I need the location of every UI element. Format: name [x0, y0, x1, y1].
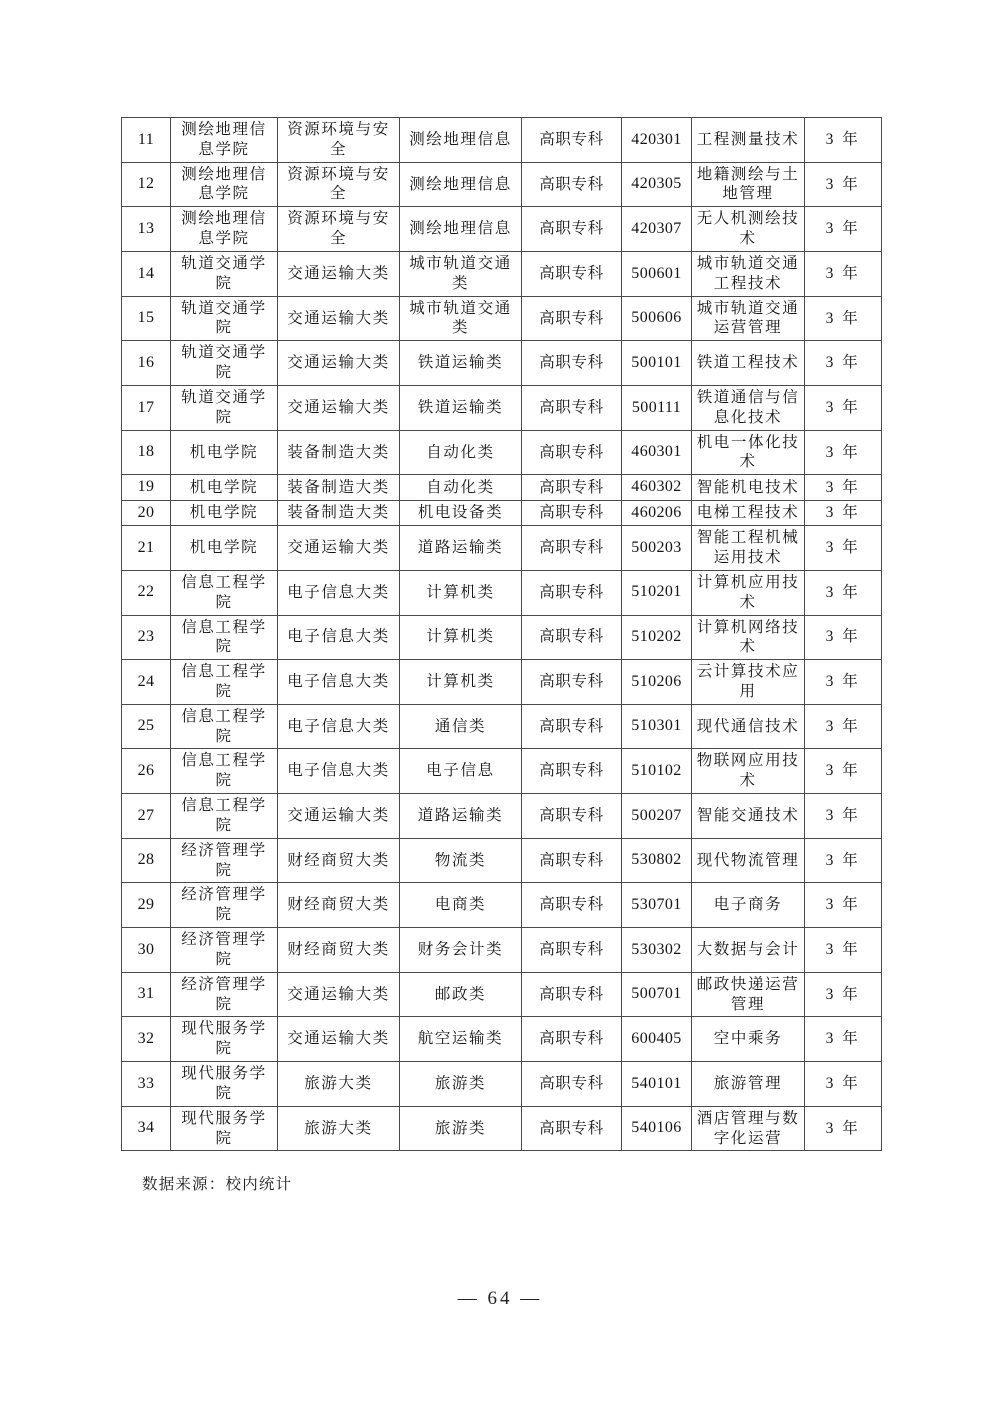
- program-length: 3 年: [805, 972, 882, 1017]
- row-number: 20: [122, 500, 171, 525]
- majors-table-container: [121, 117, 881, 1151]
- major-subcategory: 城市轨道交通类: [400, 296, 522, 341]
- college-name: 经济管理学院: [171, 838, 278, 883]
- major-name: 铁道工程技术: [692, 341, 805, 386]
- major-name: 机电一体化技术: [692, 430, 805, 475]
- table-row: [122, 430, 882, 475]
- major-code: 540101: [622, 1062, 692, 1107]
- education-level: 高职专科: [522, 526, 622, 571]
- major-code: 420301: [622, 118, 692, 163]
- college-name: 现代服务学院: [171, 1106, 278, 1151]
- college-name: 信息工程学院: [171, 660, 278, 705]
- college-name: 测绘地理信息学院: [171, 118, 278, 163]
- table-row: [122, 385, 882, 430]
- education-level: 高职专科: [522, 660, 622, 705]
- college-name: 经济管理学院: [171, 883, 278, 928]
- education-level: 高职专科: [522, 430, 622, 475]
- program-length: 3 年: [805, 385, 882, 430]
- college-name: 机电学院: [171, 500, 278, 525]
- major-subcategory: 通信类: [400, 704, 522, 749]
- education-level: 高职专科: [522, 883, 622, 928]
- education-level: 高职专科: [522, 704, 622, 749]
- major-name: 邮政快递运营管理: [692, 972, 805, 1017]
- program-length: 3 年: [805, 1106, 882, 1151]
- major-name: 智能机电技术: [692, 475, 805, 500]
- college-name: 信息工程学院: [171, 570, 278, 615]
- table-row: [122, 118, 882, 163]
- program-length: 3 年: [805, 526, 882, 571]
- table-row: [122, 475, 882, 500]
- program-length: 3 年: [805, 162, 882, 207]
- major-name: 大数据与会计: [692, 928, 805, 973]
- education-level: 高职专科: [522, 838, 622, 883]
- major-name: 地籍测绘与土地管理: [692, 162, 805, 207]
- education-level: 高职专科: [522, 118, 622, 163]
- major-category: 财经商贸大类: [278, 883, 400, 928]
- major-subcategory: 道路运输类: [400, 526, 522, 571]
- major-code: 530701: [622, 883, 692, 928]
- major-name: 酒店管理与数字化运营: [692, 1106, 805, 1151]
- major-name: 空中乘务: [692, 1017, 805, 1062]
- major-name: 电子商务: [692, 883, 805, 928]
- program-length: 3 年: [805, 475, 882, 500]
- row-number: 15: [122, 296, 171, 341]
- major-name: 物联网应用技术: [692, 749, 805, 794]
- education-level: 高职专科: [522, 296, 622, 341]
- major-category: 资源环境与安全: [278, 118, 400, 163]
- major-code: 510202: [622, 615, 692, 660]
- program-length: 3 年: [805, 341, 882, 386]
- major-category: 交通运输大类: [278, 794, 400, 839]
- row-number: 33: [122, 1062, 171, 1107]
- college-name: 轨道交通学院: [171, 385, 278, 430]
- table-row: [122, 526, 882, 571]
- major-subcategory: 旅游类: [400, 1106, 522, 1151]
- major-category: 财经商贸大类: [278, 838, 400, 883]
- college-name: 测绘地理信息学院: [171, 162, 278, 207]
- row-number: 13: [122, 207, 171, 252]
- row-number: 28: [122, 838, 171, 883]
- education-level: 高职专科: [522, 972, 622, 1017]
- major-category: 电子信息大类: [278, 570, 400, 615]
- row-number: 17: [122, 385, 171, 430]
- row-number: 16: [122, 341, 171, 386]
- table-row: [122, 972, 882, 1017]
- major-name: 铁道通信与信息化技术: [692, 385, 805, 430]
- row-number: 11: [122, 118, 171, 163]
- table-row: [122, 207, 882, 252]
- program-length: 3 年: [805, 704, 882, 749]
- row-number: 19: [122, 475, 171, 500]
- major-subcategory: 计算机类: [400, 570, 522, 615]
- program-length: 3 年: [805, 430, 882, 475]
- major-subcategory: 自动化类: [400, 475, 522, 500]
- major-code: 460206: [622, 500, 692, 525]
- table-row: [122, 1062, 882, 1107]
- major-name: 智能工程机械运用技术: [692, 526, 805, 571]
- major-code: 530302: [622, 928, 692, 973]
- education-level: 高职专科: [522, 749, 622, 794]
- major-name: 计算机应用技术: [692, 570, 805, 615]
- major-subcategory: 航空运输类: [400, 1017, 522, 1062]
- college-name: 机电学院: [171, 526, 278, 571]
- education-level: 高职专科: [522, 500, 622, 525]
- major-category: 交通运输大类: [278, 1017, 400, 1062]
- college-name: 信息工程学院: [171, 615, 278, 660]
- table-row: [122, 500, 882, 525]
- program-length: 3 年: [805, 207, 882, 252]
- major-code: 500111: [622, 385, 692, 430]
- major-code: 510301: [622, 704, 692, 749]
- major-code: 600405: [622, 1017, 692, 1062]
- major-category: 交通运输大类: [278, 385, 400, 430]
- major-subcategory: 铁道运输类: [400, 341, 522, 386]
- college-name: 测绘地理信息学院: [171, 207, 278, 252]
- major-category: 财经商贸大类: [278, 928, 400, 973]
- college-name: 轨道交通学院: [171, 296, 278, 341]
- major-category: 交通运输大类: [278, 972, 400, 1017]
- major-subcategory: 电商类: [400, 883, 522, 928]
- education-level: 高职专科: [522, 385, 622, 430]
- major-category: 电子信息大类: [278, 660, 400, 705]
- major-subcategory: 测绘地理信息: [400, 118, 522, 163]
- program-length: 3 年: [805, 500, 882, 525]
- college-name: 轨道交通学院: [171, 341, 278, 386]
- major-name: 云计算技术应用: [692, 660, 805, 705]
- major-code: 500101: [622, 341, 692, 386]
- major-category: 交通运输大类: [278, 341, 400, 386]
- education-level: 高职专科: [522, 928, 622, 973]
- row-number: 24: [122, 660, 171, 705]
- major-category: 交通运输大类: [278, 251, 400, 296]
- major-subcategory: 邮政类: [400, 972, 522, 1017]
- major-code: 500601: [622, 251, 692, 296]
- major-subcategory: 财务会计类: [400, 928, 522, 973]
- table-row: [122, 615, 882, 660]
- major-code: 420305: [622, 162, 692, 207]
- table-row: [122, 162, 882, 207]
- major-code: 510206: [622, 660, 692, 705]
- major-category: 电子信息大类: [278, 704, 400, 749]
- row-number: 30: [122, 928, 171, 973]
- major-subcategory: 道路运输类: [400, 794, 522, 839]
- major-code: 510201: [622, 570, 692, 615]
- major-category: 交通运输大类: [278, 526, 400, 571]
- major-name: 工程测量技术: [692, 118, 805, 163]
- table-row: [122, 251, 882, 296]
- college-name: 机电学院: [171, 475, 278, 500]
- major-name: 城市轨道交通工程技术: [692, 251, 805, 296]
- table-row: [122, 660, 882, 705]
- major-subcategory: 机电设备类: [400, 500, 522, 525]
- major-category: 资源环境与安全: [278, 162, 400, 207]
- major-subcategory: 电子信息: [400, 749, 522, 794]
- table-row: [122, 928, 882, 973]
- major-code: 500701: [622, 972, 692, 1017]
- education-level: 高职专科: [522, 794, 622, 839]
- college-name: 轨道交通学院: [171, 251, 278, 296]
- major-subcategory: 物流类: [400, 838, 522, 883]
- education-level: 高职专科: [522, 570, 622, 615]
- row-number: 23: [122, 615, 171, 660]
- college-name: 信息工程学院: [171, 749, 278, 794]
- major-category: 旅游大类: [278, 1106, 400, 1151]
- table-row: [122, 1017, 882, 1062]
- major-code: 460302: [622, 475, 692, 500]
- major-category: 装备制造大类: [278, 475, 400, 500]
- row-number: 31: [122, 972, 171, 1017]
- row-number: 25: [122, 704, 171, 749]
- education-level: 高职专科: [522, 475, 622, 500]
- table-row: [122, 570, 882, 615]
- table-row: [122, 341, 882, 386]
- row-number: 21: [122, 526, 171, 571]
- row-number: 22: [122, 570, 171, 615]
- college-name: 经济管理学院: [171, 972, 278, 1017]
- major-name: 现代通信技术: [692, 704, 805, 749]
- major-name: 旅游管理: [692, 1062, 805, 1107]
- education-level: 高职专科: [522, 162, 622, 207]
- education-level: 高职专科: [522, 207, 622, 252]
- major-code: 530802: [622, 838, 692, 883]
- major-subcategory: 铁道运输类: [400, 385, 522, 430]
- education-level: 高职专科: [522, 1062, 622, 1107]
- program-length: 3 年: [805, 794, 882, 839]
- program-length: 3 年: [805, 1017, 882, 1062]
- program-length: 3 年: [805, 118, 882, 163]
- program-length: 3 年: [805, 251, 882, 296]
- majors-table: [121, 117, 882, 1151]
- table-row: [122, 1106, 882, 1151]
- program-length: 3 年: [805, 928, 882, 973]
- program-length: 3 年: [805, 838, 882, 883]
- row-number: 32: [122, 1017, 171, 1062]
- major-code: 460301: [622, 430, 692, 475]
- major-code: 500207: [622, 794, 692, 839]
- row-number: 12: [122, 162, 171, 207]
- major-subcategory: 旅游类: [400, 1062, 522, 1107]
- major-code: 500203: [622, 526, 692, 571]
- row-number: 27: [122, 794, 171, 839]
- major-category: 电子信息大类: [278, 749, 400, 794]
- major-name: 现代物流管理: [692, 838, 805, 883]
- education-level: 高职专科: [522, 341, 622, 386]
- education-level: 高职专科: [522, 615, 622, 660]
- education-level: 高职专科: [522, 1017, 622, 1062]
- program-length: 3 年: [805, 883, 882, 928]
- college-name: 信息工程学院: [171, 794, 278, 839]
- major-subcategory: 计算机类: [400, 615, 522, 660]
- program-length: 3 年: [805, 749, 882, 794]
- table-row: [122, 749, 882, 794]
- program-length: 3 年: [805, 1062, 882, 1107]
- college-name: 机电学院: [171, 430, 278, 475]
- education-level: 高职专科: [522, 1106, 622, 1151]
- table-row: [122, 704, 882, 749]
- data-source-note: 数据来源：校内统计: [142, 1175, 293, 1193]
- major-name: 无人机测绘技术: [692, 207, 805, 252]
- major-code: 540106: [622, 1106, 692, 1151]
- table-row: [122, 794, 882, 839]
- row-number: 29: [122, 883, 171, 928]
- program-length: 3 年: [805, 570, 882, 615]
- major-category: 装备制造大类: [278, 430, 400, 475]
- major-subcategory: 自动化类: [400, 430, 522, 475]
- major-code: 510102: [622, 749, 692, 794]
- major-code: 500606: [622, 296, 692, 341]
- program-length: 3 年: [805, 615, 882, 660]
- major-name: 智能交通技术: [692, 794, 805, 839]
- table-row: [122, 883, 882, 928]
- education-level: 高职专科: [522, 251, 622, 296]
- table-row: [122, 296, 882, 341]
- college-name: 现代服务学院: [171, 1017, 278, 1062]
- row-number: 26: [122, 749, 171, 794]
- row-number: 34: [122, 1106, 171, 1151]
- majors-table-body: [122, 118, 882, 1151]
- major-name: 城市轨道交通运营管理: [692, 296, 805, 341]
- table-row: [122, 838, 882, 883]
- program-length: 3 年: [805, 660, 882, 705]
- college-name: 经济管理学院: [171, 928, 278, 973]
- major-subcategory: 测绘地理信息: [400, 207, 522, 252]
- major-subcategory: 计算机类: [400, 660, 522, 705]
- major-category: 旅游大类: [278, 1062, 400, 1107]
- row-number: 14: [122, 251, 171, 296]
- row-number: 18: [122, 430, 171, 475]
- major-subcategory: 城市轨道交通类: [400, 251, 522, 296]
- page-number: — 64 —: [457, 1288, 543, 1309]
- major-category: 资源环境与安全: [278, 207, 400, 252]
- major-code: 420307: [622, 207, 692, 252]
- major-name: 计算机网络技术: [692, 615, 805, 660]
- college-name: 现代服务学院: [171, 1062, 278, 1107]
- program-length: 3 年: [805, 296, 882, 341]
- major-category: 交通运输大类: [278, 296, 400, 341]
- major-category: 电子信息大类: [278, 615, 400, 660]
- major-subcategory: 测绘地理信息: [400, 162, 522, 207]
- major-category: 装备制造大类: [278, 500, 400, 525]
- college-name: 信息工程学院: [171, 704, 278, 749]
- major-name: 电梯工程技术: [692, 500, 805, 525]
